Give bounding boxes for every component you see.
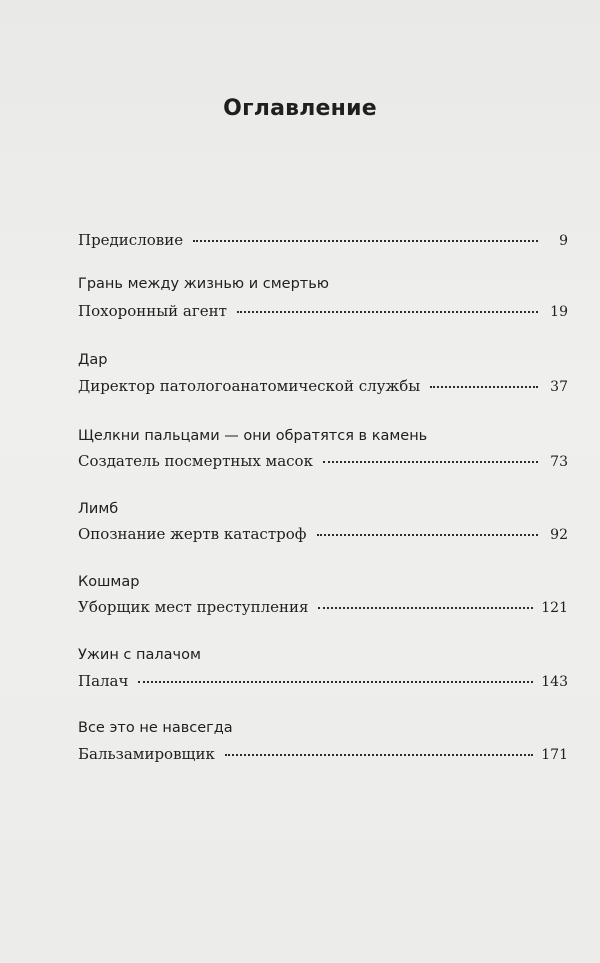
toc-page-number: 143 [541,674,568,690]
toc-entry [78,302,568,320]
toc-page-number: 171 [541,747,568,763]
dot-leader [138,681,533,683]
toc-entry [78,452,568,470]
toc-page-number: 92 [550,527,568,543]
toc-section-heading: Все это не навсегда [78,720,233,736]
toc-entry [78,598,568,616]
dot-leader [237,311,538,313]
toc-entry-preface [78,231,568,249]
toc-section-heading: Грань между жизнью и смертью [78,276,330,292]
toc-entry-label: Директор патологоанатомической службы [78,377,421,395]
toc-entry-label: Уборщик мест преступления [78,598,309,616]
toc-section-heading: Дар [78,352,108,368]
toc-page-number: 37 [550,379,568,395]
page-title: Оглавление [223,96,377,121]
toc-section-heading: Кошмар [78,574,140,590]
toc-entry [78,745,568,763]
toc-entry-label: Похоронный агент [78,302,227,320]
toc-page-number: 19 [550,304,568,320]
toc-entry [78,525,568,543]
toc-page-number: 73 [550,454,568,470]
toc-entry-label: Палач [78,672,129,690]
dot-leader [225,754,533,756]
toc-entry-label: Бальзамировщик [78,745,215,763]
dot-leader [430,386,538,388]
toc-entry [78,377,568,395]
toc-page-number: 121 [541,600,568,616]
toc-entry-label: Предисловие [78,231,184,249]
toc-section-heading: Ужин с палачом [78,647,201,663]
toc-entry-label: Создатель посмертных масок [78,452,313,470]
toc-page-number: 9 [559,233,568,249]
dot-leader [323,461,538,463]
toc-section-heading: Щелкни пальцами — они обратятся в камень [78,428,428,444]
dot-leader [318,607,533,609]
toc-entry-label: Опознание жертв катастроф [78,525,307,543]
toc-section-heading: Лимб [78,501,119,517]
toc-entry [78,672,568,690]
dot-leader [193,240,538,242]
dot-leader [317,534,538,536]
